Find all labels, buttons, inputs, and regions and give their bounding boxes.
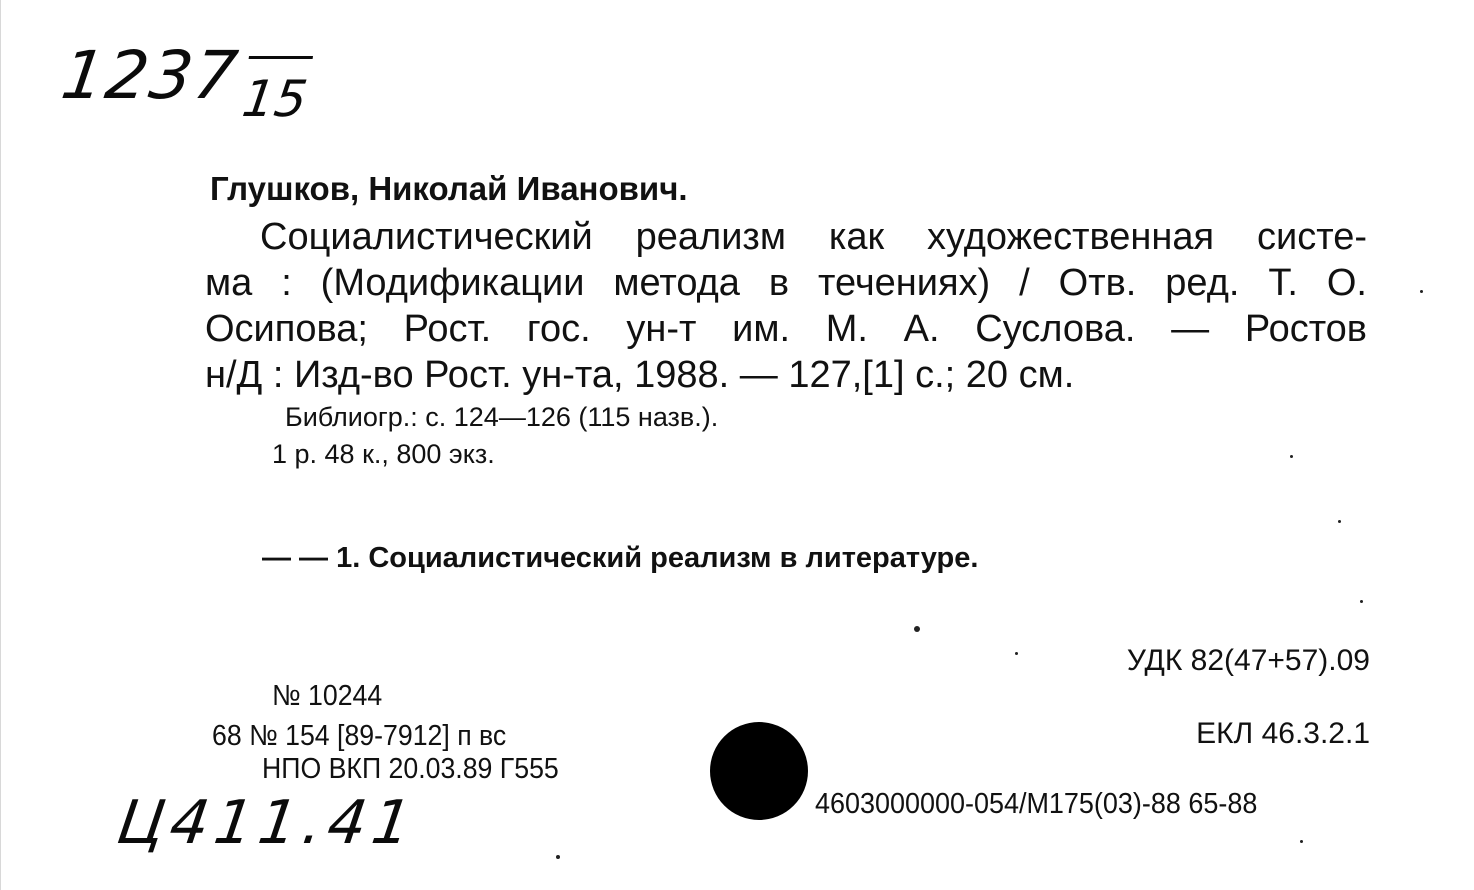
bibliography-note: Библиогр.: с. 124—126 (115 назв.). (285, 402, 719, 432)
price-note: 1 р. 48 к., 800 экз. (272, 439, 495, 469)
author-heading: Глушков, Николай Иванович. (210, 170, 688, 207)
udk-code: УДК 82(47+57).09 (1126, 644, 1370, 677)
scan-speck (1015, 652, 1018, 655)
printer-line: НПО ВКП 20.03.89 Г555 (262, 753, 559, 785)
handwritten-shelf-mark (56, 37, 367, 128)
card-edge (0, 0, 1, 890)
description-line: Социалистический реализм как художественная систе- (260, 216, 1367, 258)
description-line: Осипова; Рост. гос. ун-т им. М. А. Суслова. — Ростов (205, 308, 1367, 350)
scan-speck (1290, 455, 1293, 458)
record-number: № 10244 (272, 680, 383, 712)
description-line: н/Д : Изд-во Рост. ун-та, 1988. — 127,[1] с.; 20 см. (205, 354, 1075, 396)
scan-speck (1360, 600, 1363, 603)
handwritten-shelf-mark-sub: 15 (238, 56, 313, 135)
handwritten-shelf-mark-main: 1237 (56, 37, 244, 114)
order-line: 68 № 154 [89-7912] п вс (212, 720, 507, 752)
subject-heading: — — 1. Социалистический реализм в литературе. (262, 542, 979, 574)
scan-speck (1300, 840, 1303, 843)
handwritten-classification-mark: Ц411.41 (113, 788, 422, 858)
scan-speck (1338, 520, 1341, 523)
scan-speck (1420, 290, 1423, 293)
bibliographic-description (205, 214, 1367, 398)
ekl-code: ЕКЛ 46.3.2.1 (1196, 717, 1370, 750)
scan-speck (914, 626, 920, 632)
scan-speck (556, 855, 560, 859)
catalog-code: 4603000000-054/М175(03)-88 65-88 (815, 788, 1258, 820)
punch-hole (710, 722, 808, 820)
description-line: ма : (Модификации метода в течениях) / Отв. ред. Т. О. (205, 262, 1367, 304)
